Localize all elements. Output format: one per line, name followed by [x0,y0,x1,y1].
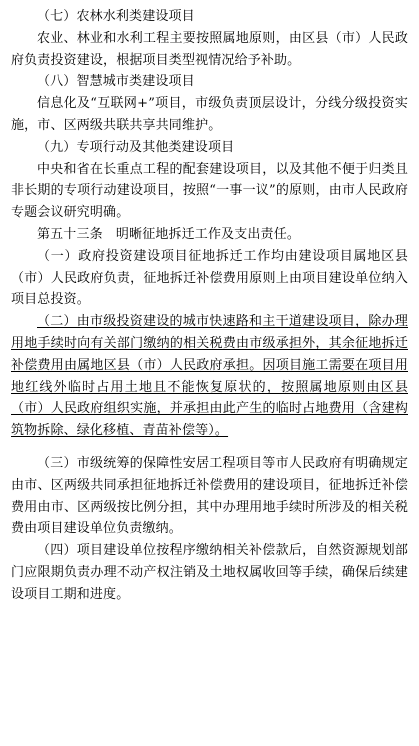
document-body-continued [11,453,408,606]
paragraph-article-53-item-3: （三）市级统筹的保障性安居工程项目等市人民政府有明确规定由市、区两级共同承担征地拆迁补偿费用的建设项目，征地拆迁补偿费用由市、区两级按比例分担，其中办理用地手续时所涉及的相关税费由项目建设单位负责缴纳。 [11,455,408,537]
paragraph-article-53-item-1: （一）政府投资建设项目征地拆迁工作均由建设项目属地区县（市）人民政府负责，征地拆迁补偿费用原则上由项目建设单位纳入项目总投资。 [11,248,408,308]
paragraph-gap [11,442,408,453]
paragraph-article-53-item-4: （四）项目建设单位按程序缴纳相关补偿款后，自然资源规划部门应限期负责办理不动产权注销及土地权属收回等手续，确保后续建设项目工期和进度。 [11,543,408,602]
section-heading-smart-city: （八）智慧城市类建设项目 [37,74,195,90]
paragraph-agriculture: 农业、林业和水利工程主要按照属地原则，由区县（市）人民政府负责投资建设，根据项目类型视情况给予补助。 [11,30,408,68]
paragraph-special-actions: 中央和省在长重点工程的配套建设项目，以及其他不便于归类且非长期的专项行动建设项目，按照“一事一议”的原则，由市人民政府专题会议研究明确。 [11,161,408,221]
article-53-title: 第五十三条 明晰征地拆迁工作及支出责任。 [37,226,301,242]
paragraph-article-53-item-2: （二）由市级投资建设的城市快速路和主干道建设项目，除办理用地手续时向有关部门缴纳的相关税费由市级承担外，其余征地拆迁补偿费用由属地区县（市）人民政府承担。因项目施工需要在项目用地红线外临时占用土地且不能恢复原状的，按照属地原则由区县（市）人民政府组织实施，并承担由此产生的临时占地费用（含建构筑物拆除、绿化移植、青苗补偿等）。 [11,314,408,439]
document-body [11,6,408,442]
section-heading-agriculture: （七）农林水利类建设项目 [37,9,195,24]
paragraph-smart-city: 信息化及“互联网+”项目，市级负责顶层设计，分线分级投资实施，市、区两级共联共享共同维护。 [11,96,408,133]
section-heading-special-actions: （九）专项行动及其他类建设项目 [37,139,235,155]
